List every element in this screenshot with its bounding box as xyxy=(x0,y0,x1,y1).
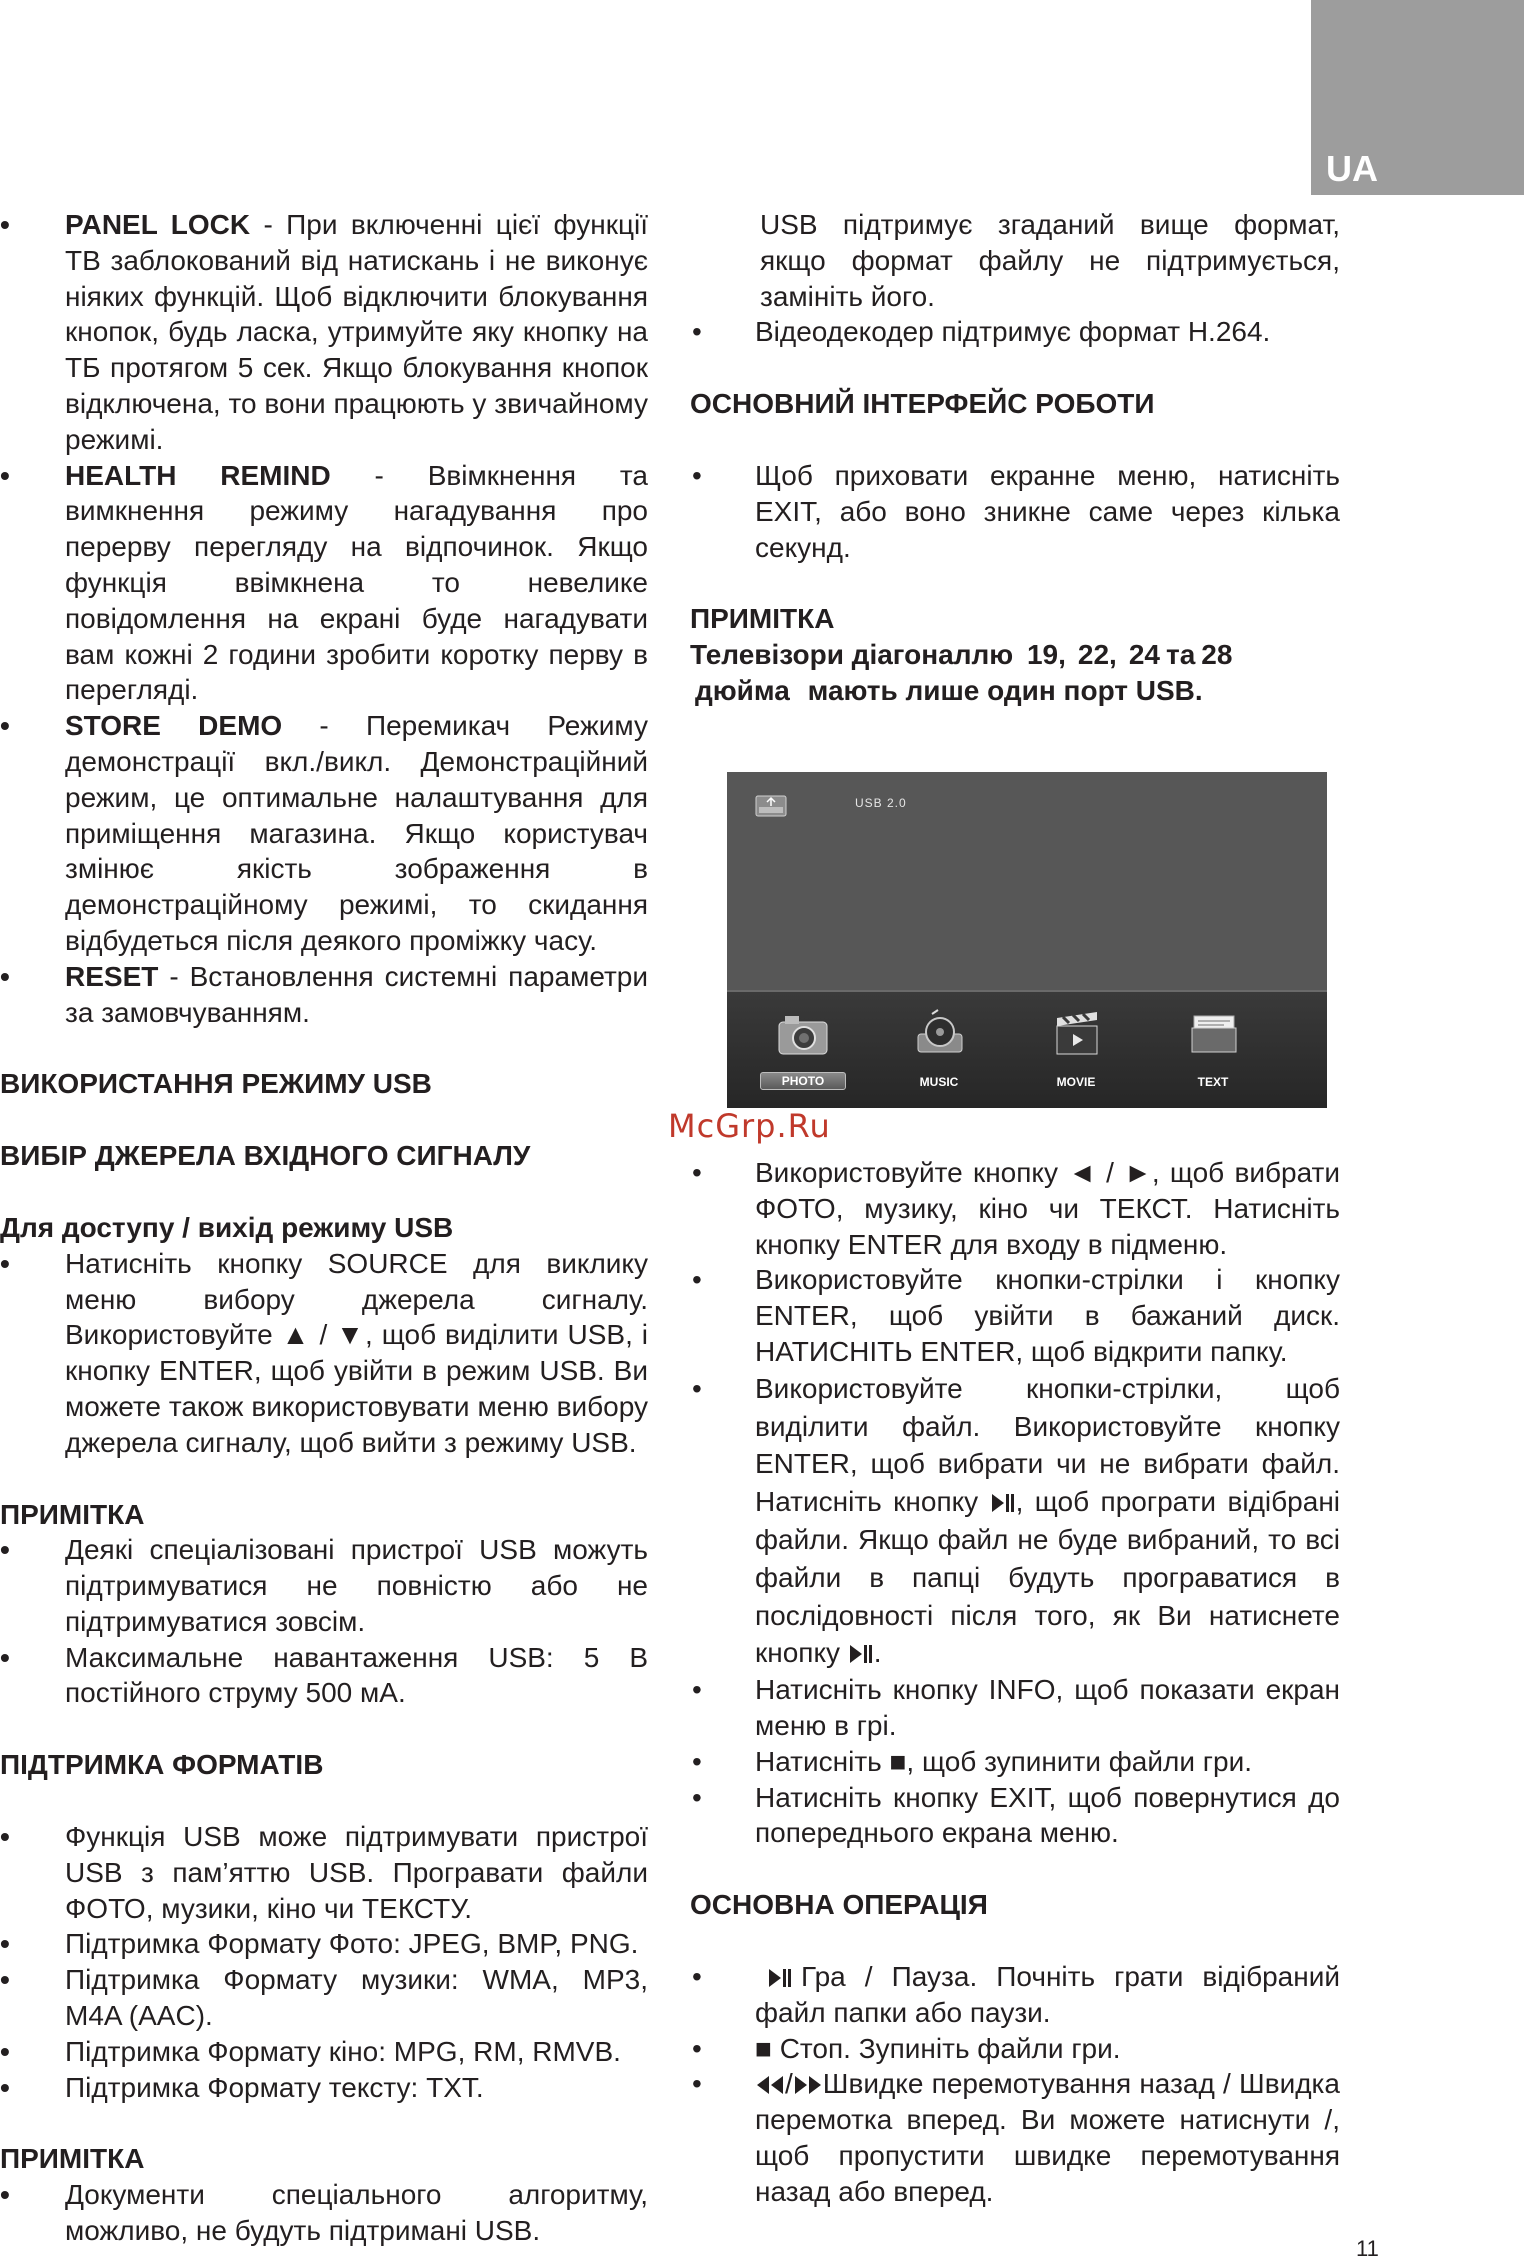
clapperboard-icon xyxy=(1049,1008,1105,1060)
keyword: RESET xyxy=(65,960,159,992)
bullet-reset: • RESET - Встановлення системні параметри за замовчуванням. xyxy=(0,960,648,1028)
usb-menu-screenshot xyxy=(727,772,1327,1108)
bullet-stop: • Натисніть ■, щоб зупинити файли гри. xyxy=(692,1745,1252,1777)
bullet-text: Функція USB може підтримувати пристрої USB з пам’яттю USB. Програвати файли ФОТО, музики, кіно чи ТЕКСТУ. xyxy=(65,1821,648,1924)
media-type-bar xyxy=(727,990,1327,1108)
bullet-text: Використовуйте кнопки-стрілки і кнопку ENTER, щоб увійти в бажаний диск. НАТИСНІТЬ ENTER, щоб відкрити папку. xyxy=(755,1264,1340,1367)
bullet-note-documents: • Документи спеціального алгоритму, можливо, не будуть підтримані USB. xyxy=(0,2179,648,2247)
heading-interface: ОСНОВНИЙ ІНТЕРФЕЙС РОБОТИ xyxy=(690,388,1155,420)
keyword: PANEL LOCK xyxy=(65,209,251,240)
bullet-text: Натисніть кнопку INFO, щоб показати екран меню в грі. xyxy=(755,1674,1340,1741)
text-label: TEXT xyxy=(1197,1075,1229,1089)
bullet-select-disk: • Використовуйте кнопки-стрілки і кнопку ENTER, щоб увійти в бажаний диск. НАТИСНІТЬ ENTER, щоб відкрити папку. xyxy=(692,1264,1340,1367)
text-tile[interactable] xyxy=(1153,1000,1273,1104)
bullet-exit: • Натисніть кнопку EXIT, щоб повернутися до попереднього екрана меню. xyxy=(692,1781,1340,1849)
bullet-select-file: • Використовуйте кнопки-стрілки, щоб виділити файл. Використовуйте кнопку ENTER, щоб вибрати чи не вибрати файл. Натисніть кнопку , щоб програти відібрані файли. Якщо файл не буде вибраний, то всі файли в папці будуть програватися в послідовності після того, як Ви натиснете кнопку . xyxy=(692,1372,1340,1669)
note-heading: ПРИМІТКА xyxy=(690,603,835,635)
right-column xyxy=(690,207,1340,709)
separator: / xyxy=(785,2068,793,2100)
bullet-text: Натисніть кнопку SOURCE для виклику меню вибору джерела сигналу. Використовуйте ▲ / ▼, щоб виділити USB, і кнопку ENTER, щоб увійти в режим USB. Ви можете також використовувати меню вибору джерела сигналу, щоб вийти з режиму USB. xyxy=(65,1247,648,1458)
bullet-text: Швидке перемотування назад / Швидка перемотка вперед. Ви можете натиснути /, щоб пропустити швидке перемотування назад або вперед. xyxy=(755,2068,1340,2207)
watermark: McGrp.Ru xyxy=(668,1107,831,1145)
movie-tile[interactable] xyxy=(1016,1000,1136,1104)
note-text: мають лише один порт USB. xyxy=(807,675,1203,707)
left-column xyxy=(0,207,648,2249)
bullet-decoder: • Відеодекодер підтримує формат H.264. xyxy=(692,316,1271,348)
bullet-info: • Натисніть кнопку INFO, щоб показати екран меню в грі. xyxy=(692,1674,1340,1741)
bullet-format-music: • Підтримка Формату музики: WMA, MP3, M4A (AAC). xyxy=(0,1964,648,2032)
right-column-lower xyxy=(690,1155,1340,2210)
bullet-text: Використовуйте кнопку ◄ / ►, щоб вибрати ФОТО, музику, кіно чи ТЕКСТ. Натисніть кнопку ENTER для входу в підменю. xyxy=(755,1157,1340,1260)
note-heading: ПРИМІТКА xyxy=(0,1498,145,1530)
bullet-note-devices: • Деякі спеціалізовані пристрої USB можуть підтримуватися не повністю або не підтримуватися зовсім. xyxy=(0,1534,648,1637)
bullet-text: Максимальне навантаження USB: 5 В постійного струму 500 мА. xyxy=(65,1641,648,1709)
note-continuation xyxy=(690,207,1340,314)
bullet-play-pause: • Гра / Пауза. Почніть грати відібраний файл папки або паузи. xyxy=(692,1960,1340,2028)
photo-tile[interactable] xyxy=(742,1000,862,1104)
language-tab xyxy=(1311,0,1524,195)
bullet-text: Документи спеціального алгоритму, можливо, не будуть підтримані USB. xyxy=(65,2179,648,2247)
fast-forward-icon xyxy=(793,2074,823,2096)
bullet-text: Використовуйте кнопки-стрілки, щоб виділити файл. Використовуйте кнопку ENTER, щоб вибрати чи не вибрати файл. Натисніть кнопку xyxy=(755,1372,1340,1518)
bullet-format-text: • Підтримка Формату тексту: TXT. xyxy=(0,2071,484,2103)
play-pause-icon xyxy=(848,1643,874,1665)
note-size: 24 xyxy=(1128,639,1160,671)
bullet-text: - Перемикач Режиму демонстрації вкл./викл. Демонстраційний режим, це оптимальне налаштування для приміщення магазина. Якщо користувач змінює якість зображення в демонстраційному режимі, то скидання відбудеться після деякого проміжку часу. xyxy=(65,710,648,956)
bullet-text: Відеодекодер підтримує формат H.264. xyxy=(755,316,1271,348)
bullet-text: Натисніть кнопку EXIT, щоб повернутися до попереднього екрана меню. xyxy=(755,1781,1340,1849)
heading-access: Для доступу / вихід режиму USB xyxy=(0,1211,454,1243)
usb-version-label: USB 2.0 xyxy=(855,796,907,810)
bullet-select-type: • Використовуйте кнопку ◄ / ►, щоб вибрати ФОТО, музику, кіно чи ТЕКСТ. Натисніть кнопку ENTER для входу в підменю. xyxy=(692,1157,1340,1260)
keyword: STORE DEMO xyxy=(65,710,283,742)
heading-formats: ПІДТРИМКА ФОРМАТІВ xyxy=(0,1749,324,1781)
bullet-text: Підтримка Формату тексту: TXT. xyxy=(65,2071,484,2103)
bullet-format-photo: • Підтримка Формату Фото: JPEG, BMP, PNG. xyxy=(0,1928,639,1960)
heading-source-select: ВИБІР ДЖЕРЕЛА ВХІДНОГО СИГНАЛУ xyxy=(0,1140,531,1172)
heading-operation: ОСНОВНА ОПЕРАЦІЯ xyxy=(690,1889,988,1921)
note-heading: ПРИМІТКА xyxy=(0,2143,145,2175)
bullet-text: - Встановлення системні параметри за замовчуванням. xyxy=(65,960,648,1028)
note-ports xyxy=(690,637,1340,709)
bullet-text: Підтримка Формату Фото: JPEG, BMP, PNG. xyxy=(65,1928,639,1960)
bullet-text: - Ввімкнення та вимкнення режиму нагадування про перерву перегляду на відпочинок. Якщо функція ввімкнена то невелике повідомлення на екрані буде нагадувати вам кожні 2 години зробити коротку перву в перегляді. xyxy=(65,459,649,706)
bullet-text: Підтримка Формату музики: WMA, MP3, M4A (AAC). xyxy=(65,1964,648,2032)
note-text: Телевізори діагоналлю xyxy=(690,639,1014,671)
keyword: HEALTH REMIND xyxy=(65,459,331,491)
bullet-text: Щоб приховати екранне меню, натисніть EXIT, або воно зникне саме через кілька секунд. xyxy=(755,459,1340,563)
bullet-text: - При включенні цієї функції ТВ заблокований від натискань і не виконує ніяких функцій. Щоб відключити блокування кнопок, будь ласка, утримуйте яку кнопку на ТБ протягом 5 сек. Якщо блокування кнопок відключена, то вони працюють у звичайному режимі. xyxy=(65,209,648,455)
bullet-text: Підтримка Формату кіно: MPG, RM, RMVB. xyxy=(65,2035,621,2067)
bullet-stop-op: • ■ Стоп. Зупиніть файли гри. xyxy=(692,2032,1121,2064)
note-size: 19, xyxy=(1026,639,1066,671)
bullet-text: ■ Стоп. Зупиніть файли гри. xyxy=(755,2032,1121,2064)
bullet-health-remind: • HEALTH REMIND - Ввімкнення та вимкнення режиму нагадування про перерву перегляду на відпочинок. Якщо функція ввімкнена то невелике повідомлення на екрані буде нагадувати вам кожні 2 години зробити коротку перву в перегляді. xyxy=(0,459,649,706)
bullet-panel-lock: • PANEL LOCK - При включенні цієї функції ТВ заблокований від натискань і не виконує ніяких функцій. Щоб відключити блокування кнопок, будь ласка, утримуйте яку кнопку на ТБ протягом 5 сек. Якщо блокування кнопок відключена, то вони працюють у звичайному режимі. xyxy=(0,209,648,455)
rewind-icon xyxy=(755,2074,785,2096)
bullet-text: Деякі спеціалізовані пристрої USB можуть підтримуватися не повністю або не підтримуватися зовсім. xyxy=(65,1534,648,1637)
bullet-format-movie: • Підтримка Формату кіно: MPG, RM, RMVB. xyxy=(0,2035,621,2067)
camera-icon xyxy=(775,1008,831,1060)
music-tile[interactable] xyxy=(879,1000,999,1104)
bullet-rewind: • / Швидке перемотування назад / Швидка перемотка вперед. Ви можете натиснути /, щоб пропустити швидке перемотування назад або вперед. xyxy=(692,2068,1340,2207)
note-text: дюйма xyxy=(695,675,790,707)
bullet-exit-menu: • Щоб приховати екранне меню, натисніть EXIT, або воно зникне саме через кілька секунд. xyxy=(692,459,1340,563)
page-number: 11 xyxy=(1356,2236,1379,2261)
heading-usb-mode: ВИКОРИСТАННЯ РЕЖИМУ USB xyxy=(0,1068,432,1100)
language-code: UA xyxy=(1326,148,1378,189)
bullet-format-usb: • Функція USB може підтримувати пристрої USB з пам’яттю USB. Програвати файли ФОТО, музики, кіно чи ТЕКСТУ. xyxy=(0,1821,648,1924)
play-pause-icon xyxy=(767,1967,793,1989)
movie-label: MOVIE xyxy=(1056,1075,1096,1089)
bullet-text: Гра / Пауза. Почніть грати відібраний файл папки або паузи. xyxy=(755,1960,1340,2028)
music-player-icon xyxy=(912,1008,968,1060)
bullet-text: Натисніть ■, щоб зупинити файли гри. xyxy=(755,1745,1252,1777)
bullet-access: • Натисніть кнопку SOURCE для виклику меню вибору джерела сигналу. Використовуйте ▲ / ▼, щоб виділити USB, і кнопку ENTER, щоб увійти в режим USB. Ви можете також використовувати меню вибору джерела сигналу, щоб вийти з режиму USB. xyxy=(0,1247,648,1458)
bullet-text: USB підтримує згаданий вище формат, якщо формат файлу не підтримується, замініть його. xyxy=(760,209,1340,312)
bullet-text: . xyxy=(873,1637,882,1669)
bullet-text: , щоб програти відібрані файли. Якщо файл не буде вибраний, то всі файли в папці будуть програватися в послідовності після того, як Ви натиснете кнопку xyxy=(755,1486,1340,1669)
note-size: 22, xyxy=(1077,639,1117,671)
document-stack-icon xyxy=(1186,1008,1242,1060)
usb-drive-icon xyxy=(755,792,787,818)
play-pause-icon xyxy=(990,1492,1016,1514)
music-label: MUSIC xyxy=(919,1075,959,1089)
photo-label: PHOTO xyxy=(760,1072,846,1090)
bullet-note-load: • Максимальне навантаження USB: 5 В постійного струму 500 мА. xyxy=(0,1641,648,1709)
bullet-store-demo: • STORE DEMO - Перемикач Режиму демонстрації вкл./викл. Демонстраційний режим, це оптимальне налаштування для приміщення магазина. Якщо користувач змінює якість зображення в демонстраційному режимі, то скидання відбудеться після деякого проміжку часу. xyxy=(0,710,648,956)
note-size: 28 xyxy=(1201,639,1233,671)
note-text: та xyxy=(1166,639,1196,671)
